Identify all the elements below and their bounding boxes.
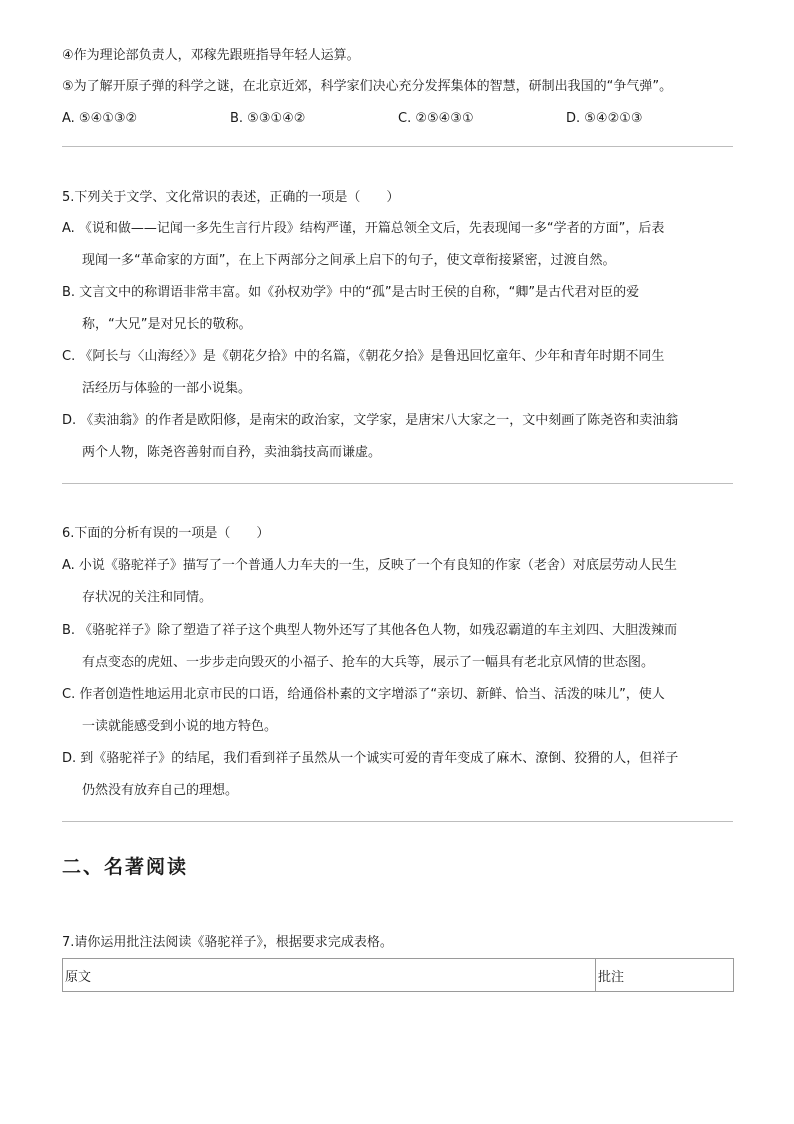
question-6-option-a-cont: 存状况的关注和同情。 bbox=[82, 590, 213, 605]
divider bbox=[62, 146, 733, 147]
question-5-option-a: A. 《说和做——记闻一多先生言行片段》结构严谨，开篇总领全文后，先表现闻一多“学者的方面”，后表 bbox=[62, 221, 665, 236]
question-6-option-a: A. 小说《骆驼祥子》描写了一个普通人力车夫的一生，反映了一个有良知的作家（老舍）对底层劳动人民生 bbox=[62, 558, 677, 573]
annotation-table bbox=[62, 958, 734, 992]
question-5-option-d: D. 《卖油翁》的作者是欧阳修，是南宋的政治家，文学家，是唐宋八大家之一，文中刻画了陈尧咨和卖油翁 bbox=[62, 413, 679, 428]
table-header-annotation: 批注 bbox=[596, 959, 734, 992]
question-6-option-d-cont: 仍然没有放弃自己的理想。 bbox=[82, 783, 239, 798]
question-5-option-c: C. 《阿长与〈山海经〉》是《朝花夕拾》中的名篇，《朝花夕拾》是鲁迅回忆童年、少年和青年时期不同生 bbox=[62, 349, 665, 364]
divider bbox=[62, 483, 733, 484]
table-header-row bbox=[63, 959, 734, 992]
question-5-option-a-cont: 现闻一多“革命家的方面”，在上下两部分之间承上启下的句子，使文章衔接紧密，过渡自然。 bbox=[82, 253, 616, 268]
question-5-option-c-cont: 活经历与体验的一部小说集。 bbox=[82, 381, 252, 396]
question-5-option-b: B. 文言文中的称谓语非常丰富。如《孙权劝学》中的“孤”是古时王侯的自称，“卿”是古代君对臣的爱 bbox=[62, 285, 640, 300]
question-6-option-c-cont: 一读就能感受到小说的地方特色。 bbox=[82, 719, 278, 734]
option-a: A. ⑤④①③② bbox=[62, 111, 138, 126]
list-item-5: ⑤为了解开原子弹的科学之谜，在北京近郊，科学家们决心充分发挥集体的智慧，研制出我国的“争气弹”。 bbox=[62, 79, 673, 94]
question-6-stem: 6.下面的分析有误的一项是（ ） bbox=[62, 526, 270, 541]
question-5-option-d-cont: 两个人物，陈尧咨善射而自矜，卖油翁技高而谦虚。 bbox=[82, 445, 382, 460]
section-title: 二、名著阅读 bbox=[62, 856, 189, 878]
option-c: C. ②⑤④③① bbox=[398, 111, 474, 126]
table-header-original: 原文 bbox=[63, 959, 596, 992]
question-5-stem: 5.下列关于文学、文化常识的表述，正确的一项是（ ） bbox=[62, 190, 400, 205]
question-6-option-b: B. 《骆驼祥子》除了塑造了祥子这个典型人物外还写了其他各色人物，如残忍霸道的车主刘四、大胆泼辣而 bbox=[62, 623, 678, 638]
question-6-option-d: D. 到《骆驼祥子》的结尾，我们看到祥子虽然从一个诚实可爱的青年变成了麻木、潦倒、狡猾的人，但祥子 bbox=[62, 751, 679, 766]
question-5-option-b-cont: 称，“大兄”是对兄长的敬称。 bbox=[82, 317, 252, 332]
divider bbox=[62, 821, 733, 822]
question-6-option-b-cont: 有点变态的虎妞、一步步走向毁灭的小福子、抢车的大兵等，展示了一幅具有老北京风情的世态图。 bbox=[82, 655, 655, 670]
option-b: B. ⑤③①④② bbox=[230, 111, 306, 126]
question-7-stem: 7.请你运用批注法阅读《骆驼祥子》，根据要求完成表格。 bbox=[62, 935, 393, 950]
option-d: D. ⑤④②①③ bbox=[566, 111, 643, 126]
list-item-4: ④作为理论部负责人，邓稼先跟班指导年轻人运算。 bbox=[62, 48, 360, 63]
question-6-option-c: C. 作者创造性地运用北京市民的口语，给通俗朴素的文字增添了“亲切、新鲜、恰当、活泼的味儿”，使人 bbox=[62, 687, 665, 702]
